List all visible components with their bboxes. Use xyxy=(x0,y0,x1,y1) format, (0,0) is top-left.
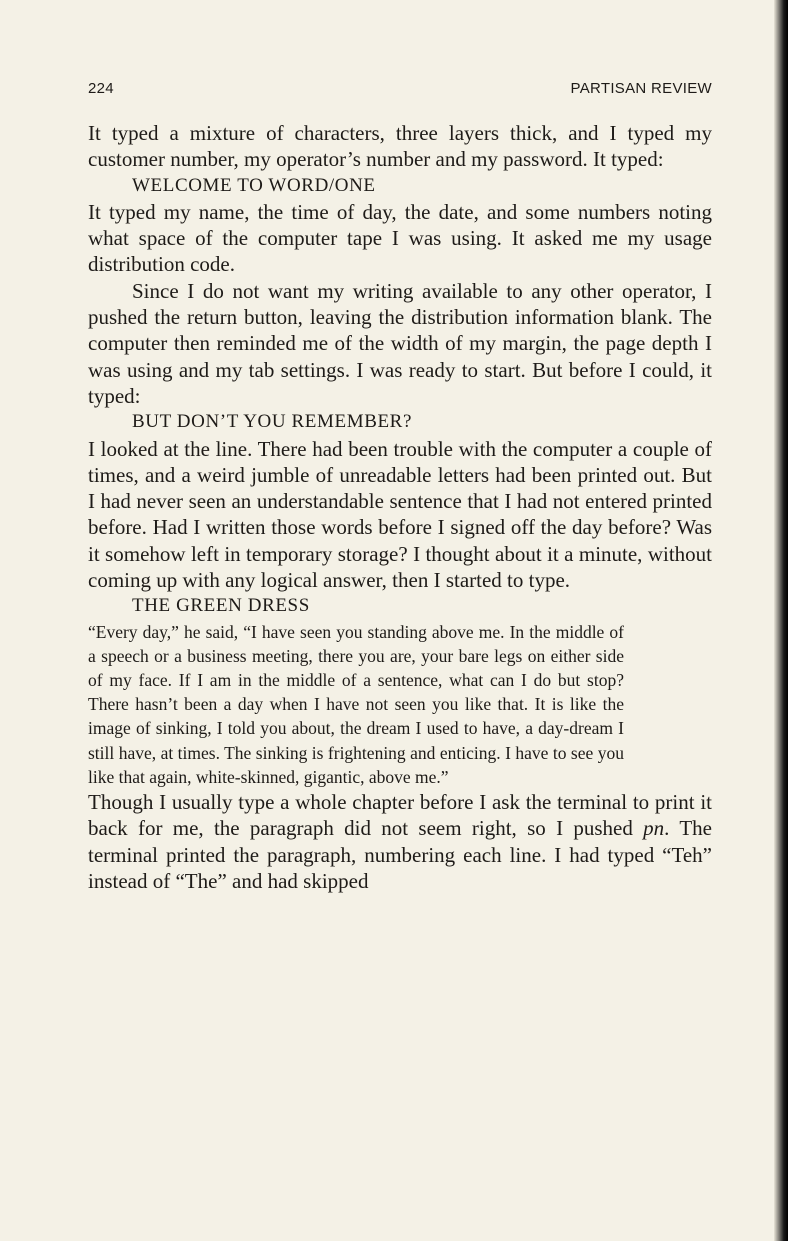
paragraph-4: I looked at the line. There had been trouble with the computer a couple of times, and a weird jumble of unreadable letters had been printed out. But I had never seen an understandable sentence that I had not entered printed before. Had I written those words before I signed off the day before? Was it somehow left in temporary storage? I thought about it a minute, without coming up with any logical answer, then I started to type. xyxy=(88,436,712,593)
typed-line-remember: BUT DON’T YOU REMEMBER? xyxy=(132,411,412,433)
paragraph-2: It typed my name, the time of day, the date, and some numbers noting what space of the computer tape I was using. It asked me my usage distribution code. xyxy=(88,199,712,277)
excerpt-quote: “Every day,” he said, “I have seen you standing above me. In the middle of a speech or a business meeting, there you are, your bare legs on either side of my face. If I am in the middle of a sentence, what can I do but stop? There hasn’t been a day when I have not seen you like that. It is like the image of sinking, I told you about, the dream I used to have, a day-dream I still have, at times. The sinking is frightening and enticing. I have to see you like that again, white-skinned, gigantic, above me.” xyxy=(88,621,624,787)
running-head: PARTISAN REVIEW xyxy=(570,80,712,97)
typed-title-green-dress: THE GREEN DRESS xyxy=(132,595,310,617)
paragraph-1: It typed a mixture of characters, three layers thick, and I typed my customer number, my operator’s number and my password. It typed: xyxy=(88,121,712,172)
command-pn: pn xyxy=(643,816,665,841)
paragraph-3: Since I do not want my writing available to any other operator, I pushed the return button, leaving the distribution information blank. The computer then reminded me of the width of my margin, the page depth I was using and my tab settings. I was ready to start. But before I could, it typed: xyxy=(88,278,712,408)
paragraph-5-part-b: . The terminal printed the paragraph, numbering each line. I had typed “Teh” instead of “The” and had skipped xyxy=(88,816,712,893)
page-edge-shadow xyxy=(774,0,788,1241)
typed-line-welcome: WELCOME TO WORD/ONE xyxy=(132,174,376,196)
paragraph-5 xyxy=(88,789,712,894)
page-header xyxy=(88,80,712,104)
page-body xyxy=(88,120,712,894)
page-number: 224 xyxy=(88,80,114,97)
paragraph-5-part-a: Though I usually type a whole chapter before I ask the terminal to print it back for me, the paragraph did not seem right, so I pushed xyxy=(88,790,712,841)
